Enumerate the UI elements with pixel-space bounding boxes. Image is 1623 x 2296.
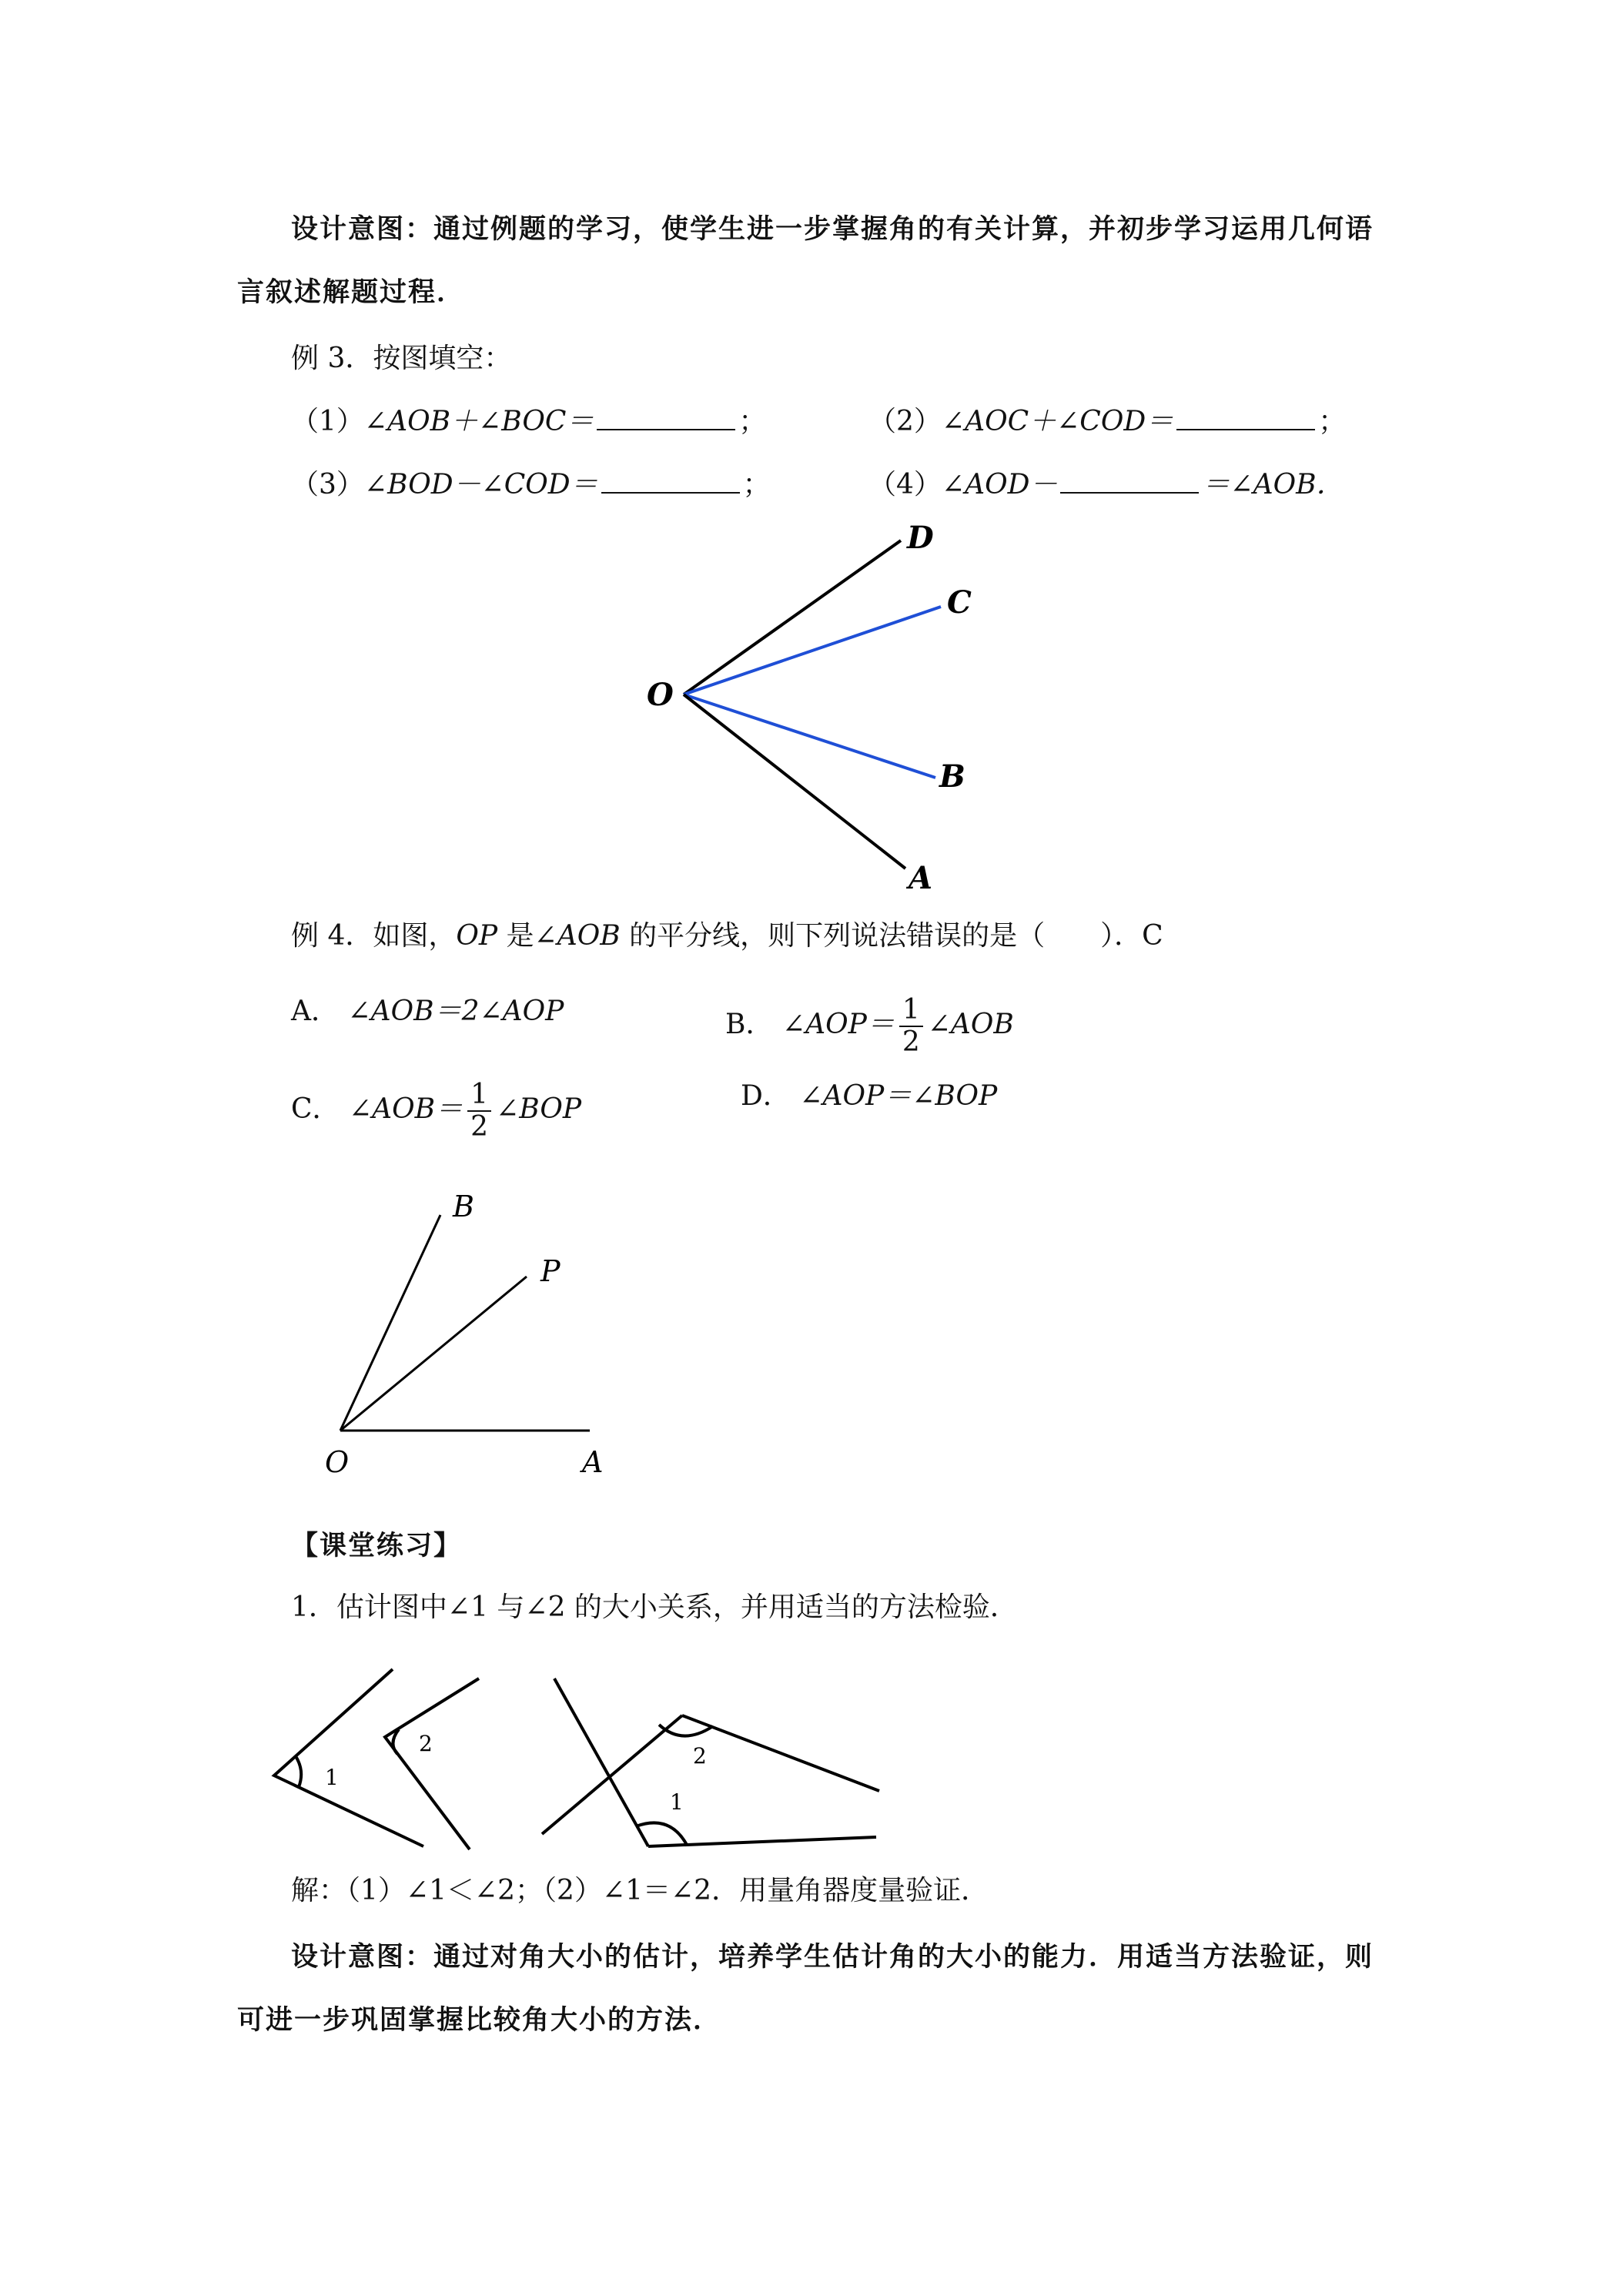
question-expression: ∠AOD－ <box>941 469 1058 500</box>
option-c <box>291 1079 581 1143</box>
example-4-bisector-figure <box>308 1170 631 1494</box>
example-4-aob: AOB <box>557 920 621 952</box>
option-b <box>725 995 1014 1058</box>
fraction-denominator: 2 <box>902 1026 920 1058</box>
question-number: （1） <box>291 406 364 437</box>
option-expression: ∠AOP＝∠BOP <box>799 1080 998 1112</box>
practice-heading: 【课堂练习】 <box>291 1531 463 1561</box>
fraction-denominator: 2 <box>470 1111 489 1143</box>
option-expression-post: ∠AOB <box>927 1009 1014 1040</box>
fraction-numerator: 1 <box>899 995 923 1027</box>
label-c: C <box>947 584 972 621</box>
option-label: C． <box>291 1093 340 1125</box>
question-expression-end: ＝∠AOB． <box>1202 469 1344 500</box>
label-d: D <box>907 520 934 556</box>
ray-oa <box>684 694 905 869</box>
option-d <box>741 1079 997 1113</box>
practice-angles-figure <box>262 1655 901 1856</box>
example-4-op: OP <box>456 920 498 952</box>
question-number: （2） <box>868 406 942 437</box>
practice-solution: 解：（1）∠1＜∠2；（2）∠1＝∠2．用量角器度量验证． <box>291 1875 989 1906</box>
design-intent-2-line-2: 可进一步巩固掌握比较角大小的方法． <box>237 2005 722 2036</box>
label-o: O <box>325 1445 350 1479</box>
option-label: A． <box>291 996 339 1027</box>
fraction-one-half <box>899 995 923 1058</box>
option-a <box>291 995 564 1029</box>
ray-od <box>684 541 901 694</box>
example-4-mid: 是∠ <box>497 920 557 952</box>
fraction-one-half <box>467 1079 491 1143</box>
answer-blank[interactable] <box>1060 469 1199 494</box>
option-expression-post: ∠BOP <box>496 1093 582 1125</box>
example-3-title: 例 3．按图填空： <box>291 343 512 374</box>
design-intent-2-line-1: 设计意图：通过对角大小的估计，培养学生估计角的大小的能力．用适当方法验证，则 <box>291 1942 1374 1973</box>
label-a: A <box>909 860 933 896</box>
fraction-numerator: 1 <box>467 1079 491 1112</box>
question-expression: ∠BOD－∠COD＝ <box>363 469 598 500</box>
practice-question-1: 1．估计图中∠1 与∠2 的大小关系，并用适当的方法检验． <box>291 1591 1018 1623</box>
example-3-question-3 <box>291 468 771 502</box>
angle-1b-label: 1 <box>670 1789 684 1815</box>
option-expression-pre: ∠AOB＝ <box>349 1093 463 1125</box>
crossing-line <box>542 1715 682 1834</box>
example-4-prefix: 例 4．如图， <box>291 920 457 952</box>
angle-2-sides <box>385 1678 479 1849</box>
angle-1-arc <box>296 1756 301 1787</box>
question-number: （3） <box>291 469 364 500</box>
label-a: A <box>582 1445 604 1479</box>
angle-1b-arc <box>636 1822 687 1845</box>
option-label: D． <box>741 1080 791 1112</box>
angle-1-label: 1 <box>325 1765 339 1790</box>
example-3-rays-figure <box>631 516 1032 901</box>
angle-2b-label: 2 <box>693 1743 707 1769</box>
answer-blank[interactable] <box>597 406 735 430</box>
question-end: ； <box>738 406 767 437</box>
design-intent-line-1: 设计意图：通过例题的学习，使学生进一步掌握角的有关计算，并初步学习运用几何语 <box>291 214 1374 245</box>
angle-2-label: 2 <box>419 1731 433 1756</box>
label-b: B <box>453 1190 474 1223</box>
ray-oc <box>684 607 941 694</box>
example-3-question-2 <box>868 405 1346 439</box>
question-end: ； <box>742 469 771 500</box>
ray-op <box>340 1277 527 1431</box>
example-3-question-4 <box>868 468 1344 502</box>
ray-ob <box>684 694 935 778</box>
label-p: P <box>540 1254 561 1288</box>
question-expression: ∠AOC＋∠COD＝ <box>941 406 1174 437</box>
label-b: B <box>939 758 965 795</box>
example-4-suffix: 的平分线，则下列说法错误的是（ ）．C <box>620 920 1163 952</box>
question-end: ； <box>1318 406 1347 437</box>
crossing-line <box>554 1678 648 1846</box>
question-expression: ∠AOB＋∠BOC＝ <box>363 406 594 437</box>
example-4-title <box>291 919 1163 953</box>
label-o: O <box>647 677 674 713</box>
answer-blank[interactable] <box>1176 406 1315 430</box>
design-intent-line-2: 言叙述解题过程． <box>237 277 466 308</box>
answer-blank[interactable] <box>601 469 740 494</box>
ray-ob <box>340 1215 440 1431</box>
option-expression: ∠AOB＝2∠AOP <box>347 996 564 1027</box>
option-label: B． <box>725 1009 774 1040</box>
option-expression-pre: ∠AOP＝ <box>781 1009 895 1040</box>
example-3-question-1 <box>291 405 766 439</box>
question-number: （4） <box>868 469 942 500</box>
